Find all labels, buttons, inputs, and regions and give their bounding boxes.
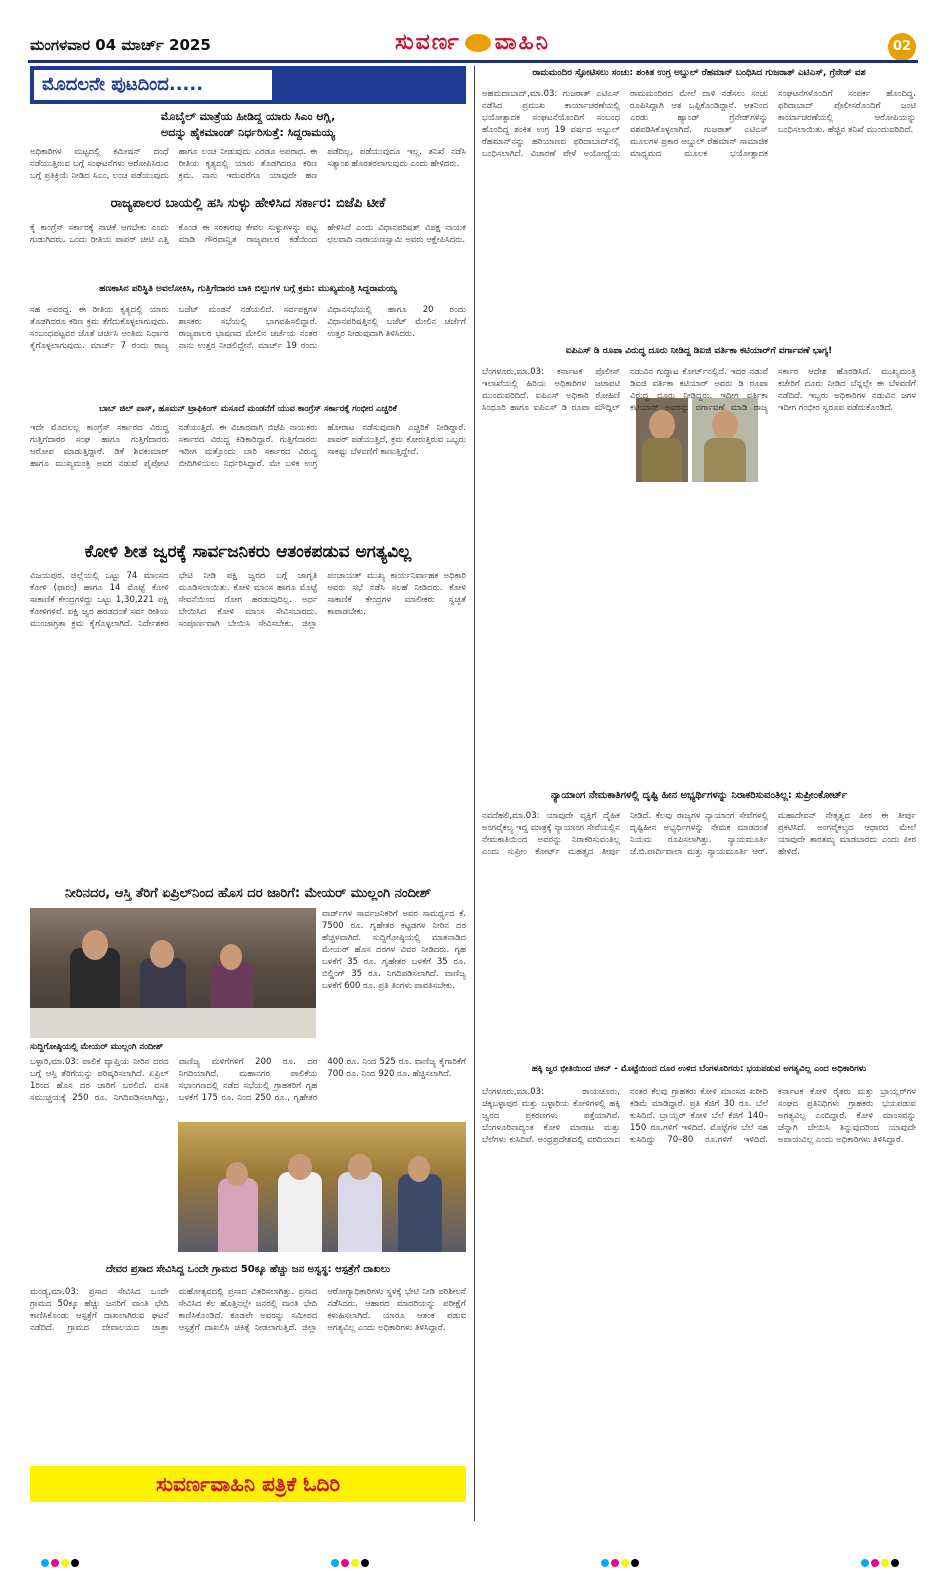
print-marks-center-right bbox=[600, 1552, 640, 1571]
masthead-left: ಸುವರ್ಣ bbox=[394, 30, 461, 55]
a2-title: ರಾಜ್ಯಪಾಲರ ಬಾಯಲ್ಲಿ ಹಸಿ ಸುಳ್ಳು ಹೇಳಿಸಿದ ಸರ್ಕಾರ: ಬಿಜೆಪಿ ಟೀಕೆ bbox=[110, 196, 386, 211]
print-marks-left bbox=[40, 1552, 80, 1571]
print-marks-right bbox=[860, 1552, 900, 1571]
r2-title: ಐಪಿಎಸ್ ಡಿ ರೂಪಾ ವಿರುದ್ಧ ದೂರು ನೀಡಿದ್ದ ಡಿಐಜಿ ವರ್ತಿಕಾ ಕಟಿಯಾರ್‌ಗೆ ವರ್ಗಾವಣೆ ಭಾಗ್ಯ! bbox=[565, 346, 833, 356]
section-banner bbox=[30, 66, 466, 104]
a6-title: ನೀರಿನದರ, ಆಸ್ತಿ ತೆರಿಗೆ ಏಪ್ರಿಲ್‌ನಿಂದ ಹೊಸ ದರ ಜಾರಿಗೆ: ಮೇಯರ್ ಮುಲ್ಲಂಗಿ ನಂದೀಶ್ bbox=[64, 886, 432, 901]
a2-body: ಕೈ ಕಾಂಗ್ರೆಸ್ ಸರ್ಕಾರಕ್ಕೆ ನಾಚಿಕೆ ಆಗಬೇಕು ಎಂದು ಗುಡುಗಿದರು. ಒಂದು ರೀತಿಯ ಪಾಪರ್ ಚೀಟಿ ಎತ್ತಿ ಕೊಂಡ ಈ ಸರಕಾರವು ಕೇವಲ ಸುಳ್ಳುಗಳನ್ನು ಪಟ್ಟ ಮಾಡಿ ಗೌರವಾನ್ವಿತ ರಾಜ್ಯಪಾಲರ ಕಡೆಯಿಂದ ಹೇಳಿಸಿದೆ ಎಂದು ವಿಧಾನಪರಿಷತ್ ವಿಪಕ್ಷ ನಾಯಕ ಛಲವಾದಿ ನಾರಾಯಣಸ್ವಾಮಿ ಅವರು ಆಕ್ಷೇಪಿಸಿದರು. bbox=[30, 223, 466, 245]
r4-body: ಬೆಂಗಳೂರು,ಮಾ.03: ರಾಯಚೂರು, ಚಿಕ್ಕಬಳ್ಳಾಪುರ ಮತ್ತು ಬಳ್ಳಾರಿಯ ಕೋಳಿಗಳಲ್ಲಿ ಹಕ್ಕಿ ಜ್ವರದ ಪ್ರಕರಣಗಳು ಪತ್ತೆಯಾಗಿವೆ. ಬೆಂಗಳೂರಿನಾದ್ಯಂತ ಕೋಳಿ ಮಾರಾಟ ಮತ್ತು ಬೆಲೆಗಳು ಕುಸಿದಿವೆ. ಅಂಧ್ರಪ್ರದೇಶದಲ್ಲಿ ವರದಿಯಾದ ನಂತರ ಕೆಲವು ಗ್ರಾಹಕರು ಕೋಳಿ ಮಾಂಸದ ಖರೀದಿ ಕಡಿಮೆ ಮಾಡಿದ್ದಾರೆ. ಪ್ರತಿ ಕೆಜಿಗೆ 30 ರೂ. ಬೆಲೆ ಕುಸಿದಿದೆ. ಬ್ರಾಯ್ಲರ್ ಕೋಳಿ ಬೆಲೆ ಕೆಜಿಗೆ 140–150 ರೂ.ಗಳಿಗೆ ಇಳಿದಿದೆ. ಮೊಟ್ಟೆಗಳ ಬೆಲೆ ಸಹ ಕುಸಿದಿದ್ದು 70–80 ರೂ.ಗಳಿಗೆ ಇಳಿದಿದೆ. ಕರ್ನಾಟಕ ಕೋಳಿ ರೈತರು ಮತ್ತು ಬ್ರಾಯ್ಲರ್‌ಗಳ ಸಂಘದ ಪ್ರತಿನಿಧಿಗಳು ಗ್ರಾಹಕರು ಭಯಪಡುವ ಅಗತ್ಯವಿಲ್ಲ ಎಂದಿದ್ದಾರೆ. ಕೋಳಿ ಮಾಂಸವನ್ನು ಚೆನ್ನಾಗಿ ಬೇಯಿಸಿ ತಿನ್ನುವುದರಿಂದ ಯಾವುದೇ ಅಪಾಯವಿಲ್ಲ ಎಂದು ಅಧಿಕಾರಿಗಳು ತಿಳಿಸಿದ್ದಾರೆ. bbox=[482, 1087, 916, 1145]
header-rule bbox=[28, 60, 918, 63]
a1-body: ಅಧಿಕಾರಿಗಳ ಮಟ್ಟದಲ್ಲಿ ಕಮೀಷನ್ ದಂಧೆ ನಡೆಯುತ್ತಿರುವ ಬಗ್ಗೆ ಸಂಘಟನೆಗಳು ಆರೋಪಿಸಿರುವ ಬಗ್ಗೆ ಪ್ರತಿಕ್ರಿಯೆ ನೀಡಿದ ಸಿಎಂ, ಲಂಚ ಪಡೆಯುವುದು ಹಾಗೂ ಲಂಚ ನೀಡುವುದು ಎರಡೂ ಅಪರಾಧ. ಈ ರೀತಿಯ ಕೃತ್ಯದಲ್ಲಿ ಯಾರು ತೊಡಗಿದರೂ ಕಠಿಣ ಕ್ರಮ. ನಾನು ಇದುವರೆಗೂ ಯಾವುದೇ ಹಣ ಪಡೆದಿಲ್ಲ, ಪಡೆಯುವುದೂ ಇಲ್ಲ. ತನಿಖೆ ನಡೆಸಿ ಸತ್ಯಾಂಶ ಹೊರತರಲಾಗುವುದು ಎಂದು ಹೇಳಿದರು. bbox=[30, 147, 466, 181]
r2-body: ಬೆಂಗಳೂರು,ಮಾ.03: ಕರ್ನಾಟಕ ಪೊಲೀಸ್ ಇಲಾಖೆಯಲ್ಲಿ ಹಿರಿಯ ಅಧಿಕಾರಿಗಳ ಜಟಾಪಟಿ ಮುಂದುವರಿದಿದೆ. ಐಪಿಎಸ್ ಅಧಿಕಾರಿ ರೋಹಿಣಿ ಸಿಂಧೂರಿ ಹಾಗೂ ಐಪಿಎಸ್ ಡಿ ರೂಪಾ ಮೌದ್ಗಿಲ್ ನಡುವಿನ ಗುದ್ದಾಟ ಕೋರ್ಟ್‌ನಲ್ಲಿದೆ. ಇದರ ನಡುವೆ ಡಿಐಜಿ ವರ್ತಿಕಾ ಕಟಿಯಾರ್ ಅವರು ಡಿ ರೂಪಾ ವಿರುದ್ಧ ದೂರು ನೀಡಿದ್ದರು. ಇದೀಗ ವರ್ತಿಕಾ ಕಟಿಯಾರ್ ಅವರನ್ನು ವರ್ಗಾವಣೆ ಮಾಡಿ ರಾಜ್ಯ ಸರ್ಕಾರ ಆದೇಶ ಹೊರಡಿಸಿದೆ. ಮುಖ್ಯಮಂತ್ರಿ ಕಚೇರಿಗೆ ದೂರು ನೀಡಿದ ಬೆನ್ನಲ್ಲೇ ಈ ಬೆಳವಣಿಗೆ ನಡೆದಿದೆ. ಇಬ್ಬರು ಅಧಿಕಾರಿಗಳ ನಡುವಿನ ಜಗಳ ಇದೀಗ ಗಂಭೀರ ಸ್ವರೂಪ ಪಡೆದುಕೊಂಡಿದೆ. bbox=[482, 367, 916, 413]
a6-caption: ಸುದ್ದಿಗೋಷ್ಠಿಯಲ್ಲಿ ಮೇಯರ್ ಮುಲ್ಲಂಗಿ ನಂದೀಶ್ bbox=[30, 1042, 164, 1052]
a1-subtitle: ಅದನ್ನು ಹೈಕಮಾಂಡ್ ನಿರ್ಧರಿಸುತ್ತೆ: ಸಿದ್ದರಾಮಯ್ಯ bbox=[161, 126, 335, 139]
a6-photo bbox=[30, 908, 316, 1038]
r4-title: ಹಕ್ಕಿ ಜ್ವರ ಭೀತಿಯಿಂದ ಚಿಕನ್ - ಮೊಟ್ಟೆಯಿಂದ ದೂರ ಉಳಿದ ಬೆಂಗಳೂರಿಗರು: ಭಯಪಡುವ ಅಗತ್ಯವಿಲ್ಲ ಎಂದ ಅಧಿಕಾರಿಗಳು bbox=[531, 1064, 867, 1074]
a4-body: ಇದೇ ಮೊದಲಲ್ಲ ಕಾಂಗ್ರೆಸ್ ಸರ್ಕಾರದ ವಿರುದ್ಧ ಗುತ್ತಿಗೆದಾರರ ಸಂಘ ಹಾಗೂ ಗುತ್ತಿಗೆದಾರರು ಆರೋಪ ಮಾಡುತ್ತಿದ್ದಾರೆ. ಡಿಕೆ ಶಿವಕುಮಾರ್ ಹಾಗೂ ಮುಖ್ಯಮಂತ್ರಿ ಅವರ ನಡುವೆ ಪೈಪೋಟಿ ನಡೆಯುತ್ತಿದೆ. ಈ ವಿಚಾರವಾಗಿ ಬಿಜೆಪಿ ನಾಯಕರು ಸರ್ಕಾರದ ವಿರುದ್ಧ ಕಿಡಿಕಾರಿದ್ದಾರೆ. ಗುತ್ತಿಗೆದಾರರು ಇದೀಗ ಮತ್ತೊಂದು ಬಾರಿ ಸರ್ಕಾರದ ವಿರುದ್ಧ ಬೀದಿಗಿಳಿಯಲು ನಿರ್ಧರಿಸಿದ್ದಾರೆ. ಮೇ ಬಳಿಕ ಉಗ್ರ ಹೋರಾಟ ನಡೆಸುವುದಾಗಿ ಎಚ್ಚರಿಕೆ ನೀಡಿದ್ದಾರೆ. ಪಾಪರ್ ಪಡೆಯುತ್ತಿದೆ, ಕ್ರಮ ಕೋರುತ್ತಿರುವ ಒಬ್ಬರು ಸಾಕಷ್ಟು ಬೆಳವಣಿಗೆ ಕಾಣುತ್ತಿದ್ದೇವೆ. bbox=[30, 423, 466, 469]
column-divider bbox=[474, 66, 475, 1521]
print-marks-center-left bbox=[330, 1552, 370, 1571]
subscribe-banner: ಸುವರ್ಣವಾಹಿನಿ ಪತ್ರಿಕೆ ಓದಿರಿ bbox=[30, 1466, 466, 1502]
r3-body: ನವದೆಹಲಿ,ಮಾ.03: ಯಾವುದೇ ವ್ಯಕ್ತಿಗೆ ದೈಹಿಕ ಅಂಗವೈಕಲ್ಯ ಇದ್ದ ಮಾತ್ರಕ್ಕೆ ನ್ಯಾಯಾಂಗ ಸೇವೆಯಲ್ಲಿನ ನೇಮಕಾತಿಯಿಂದ ಅವರನ್ನು ನಿರಾಕರಿಸುವಂತಿಲ್ಲ ಎಂದು ಸುಪ್ರೀಂ ಕೋರ್ಟ್ ಮಹತ್ವದ ತೀರ್ಪು ನೀಡಿದೆ. ಕೆಲವು ರಾಜ್ಯಗಳ ನ್ಯಾಯಾಂಗ ಸೇವೆಗಳಲ್ಲಿ ದೃಷ್ಟಿಹೀನ ಅಭ್ಯರ್ಥಿಗಳನ್ನು ನೇಮಕ ಮಾಡದಂತೆ ನಿಯಮ ರೂಪಿಸಲಾಗಿತ್ತು. ನ್ಯಾಯಮೂರ್ತಿ ಜೆ.ಬಿ.ಪಾರ್ದಿವಾಲಾ ಮತ್ತು ನ್ಯಾಯಮೂರ್ತಿ ಆರ್. ಮಹಾದೇವನ್ ನೇತೃತ್ವದ ಪೀಠ ಈ ತೀರ್ಪು ಪ್ರಕಟಿಸಿದೆ. ಅಂಗವೈಕಲ್ಯದ ಆಧಾರದ ಮೇಲೆ ಯಾವುದೇ ತಾರತಮ್ಯ ಮಾಡಬಾರದು ಎಂದು ಪೀಠ ಹೇಳಿದೆ. bbox=[482, 811, 916, 857]
a1-title: ಮೊಬೈಲ್ ಮಾತ್ರೆಯ ಹೀಡಿದ್ದ ಯಾರು ಸಿಎಂ ಆಗ್ಲಿ, bbox=[160, 110, 336, 123]
masthead-right: ವಾಹಿನಿ bbox=[494, 30, 551, 55]
a4-title: ಬಾಬ್ ಜಿಲ್ ಪಾಸ್, ಹೂಮನ್ ಟ್ರಾಫಿಕಿಂಗ್ ಮಸೂದೆ ಮಂಡನೆಗೆ ಯುವ ಕಾಂಗ್ರೆಸ್ ಸರ್ಕಾರಕ್ಕೆ ಗಂಭೀರ ಎಚ್ಚರಿಕೆ bbox=[99, 404, 397, 414]
a6-body2: ಬಳ್ಳಾರಿ,ಮಾ.03: ಪಾಲಿಕೆ ವ್ಯಾಪ್ತಿಯ ನೀರಿನ ದರದ ಬಗ್ಗೆ ಆಸ್ತಿ ತೆರಿಗೆಯನ್ನು ಪರಿಷ್ಕರಿಸಲಾಗಿದೆ. ಏಪ್ರಿಲ್ 1ರಿಂದ ಹೊಸ ದರ ಜಾರಿಗೆ ಬರಲಿದೆ. ವಸತಿ ಸಮುಚ್ಚಯಕ್ಕೆ 250 ರೂ. ನಿಗದಿಪಡಿಸಲಾಗಿದ್ದು, ವಾಣಿಜ್ಯ ಮಳಿಗೆಗಳಿಗೆ 200 ರೂ. ದರ ನಿಗದಿಯಾಗಿದೆ. ಮಹಾನಗರ ಪಾಲಿಕೆಯ ಸಭಾಂಗಣದಲ್ಲಿ ನಡೆದ ಸಭೆಯಲ್ಲಿ ಗ್ರಾಹಕರಿಗೆ ಗೃಹ ಬಳಕೆಗೆ 175 ರೂ. ನಿಂದ 250 ರೂ., ಗೃಹೇತರ 400 ರೂ. ನಿಂದ 525 ರೂ. ವಾಣಿಜ್ಯ ಕೈಗಾರಿಕೆಗೆ 700 ರೂ. ನಿಂದ 920 ರೂ. ಹೆಚ್ಚಿಸಲಾಗಿದೆ. bbox=[30, 1057, 466, 1103]
section-banner-label: ಮೊದಲನೇ ಪುಟದಿಂದ..... bbox=[34, 70, 272, 100]
edition-date: ಮಂಗಳವಾರ 04 ಮಾರ್ಚ್ 2025 bbox=[30, 36, 211, 54]
a7-body: ಮಂಡ್ಯ,ಮಾ.03: ಪ್ರಸಾದ ಸೇವಿಸಿದ ಒಂದೇ ಗ್ರಾಮದ 50ಕ್ಕೂ ಹೆಚ್ಚು ಜನರಿಗೆ ವಾಂತಿ ಭೇದಿ ಕಾಣಿಸಿಕೊಂಡು ಆಸ್ಪತ್ರೆಗೆ ದಾಖಲಾಗಿರುವ ಘಟನೆ ನಡೆದಿದೆ. ಗ್ರಾಮದ ದೇವಾಲಯದ ಜಾತ್ರಾ ಮಹೋತ್ಸವದಲ್ಲಿ ಪ್ರಸಾದ ವಿತರಿಸಲಾಗಿತ್ತು. ಪ್ರಸಾದ ಸೇವಿಸಿದ ಕೆಲ ಹೊತ್ತಿನಲ್ಲೇ ಜನರಲ್ಲಿ ವಾಂತಿ ಭೇದಿ ಕಾಣಿಸಿಕೊಂಡಿದೆ. ಕೂಡಲೇ ಅವರನ್ನು ಸಮೀಪದ ಆಸ್ಪತ್ರೆಗೆ ದಾಖಲಿಸಿ ಚಿಕಿತ್ಸೆ ನೀಡಲಾಗುತ್ತಿದೆ. ಜಿಲ್ಲಾ ಆರೋಗ್ಯಾಧಿಕಾರಿಗಳು ಸ್ಥಳಕ್ಕೆ ಭೇಟಿ ನೀಡಿ ಪರಿಶೀಲನೆ ನಡೆಸಿದರು. ಆಹಾರದ ಮಾದರಿಯನ್ನು ಪರೀಕ್ಷೆಗೆ ಕಳುಹಿಸಲಾಗಿದೆ. ಯಾರೂ ಆತಂಕ ಪಡುವ ಅಗತ್ಯವಿಲ್ಲ ಎಂದು ಅಧಿಕಾರಿಗಳು ತಿಳಿಸಿದ್ದಾರೆ. bbox=[30, 1287, 466, 1333]
a6-photo-2 bbox=[178, 1122, 466, 1252]
r1-title: ರಾಮಮಂದಿರ ಸ್ಫೋಟಿಸಲು ಸಂಚು: ಶಂಕಿತ ಉಗ್ರ ಅಬ್ದುಲ್ ರೆಹಮಾನ್ ಬಂಧಿಸಿದ ಗುಜರಾತ್ ಎಟಿಎಸ್, ಗ್ರೆನೇಡ್ ವಶ bbox=[532, 68, 866, 78]
a3-title: ಹಣಕಾಸಿನ ಪರಿಸ್ಥಿತಿ ಅವಲೋಕಿಸಿ, ಗುತ್ತಿಗೆದಾರರ ಬಾಕಿ ಬಿಲ್ಲುಗಳ ಬಗ್ಗೆ ಕ್ರಮ: ಮುಖ್ಯಮಂತ್ರಿ ಸಿದ್ದರಾಮಯ್ಯ bbox=[99, 284, 397, 294]
a5-body: ವಿಜಯಪುರ. ಜಿಲ್ಲೆಯಲ್ಲಿ ಒಟ್ಟು 74 ಮಾಂಸದ ಕೋಳಿ (ಫಾರಂ) ಹಾಗೂ 14 ಮೊಟ್ಟೆ ಕೋಳಿ ಸಾಕಾಣಿಕೆ ಕೇಂದ್ರಗಳಿದ್ದು ಒಟ್ಟು 1,30,221 ಪಕ್ಷಿ ಕೋಳಿಗಳಿವೆ. ಪಕ್ಷಿ ಜ್ವರ ಹರಡದಂತೆ ಸರ್ವ ರೀತಿಯ ಮುಂಜಾಗ್ರತಾ ಕ್ರಮ ಕೈಗೊಳ್ಳಲಾಗಿದೆ. ನಿರ್ದೇಶಕರ ಭೇಟಿ ನೀಡಿ ಪಕ್ಷಿ ಜ್ವರದ ಬಗ್ಗೆ ಜಾಗೃತಿ ಮೂಡಿಸಲಾಯಿತು. ಕೋಳಿ ಮಾಂಸ ಹಾಗೂ ಮೊಟ್ಟೆ ಸೇವನೆಯಿಂದ ರೋಗ ಹರಡುವುದಿಲ್ಲ. ಅರ್ಧ ಬೇಯಿಸಿದ ಕೋಳಿ ಮಾಂಸ ಸೇವಿಸಬಾರದು. ಸಂಪೂರ್ಣವಾಗಿ ಬೇಯಿಸಿ ಸೇವಿಸಬೇಕು. ಜಿಲ್ಲಾ ಪಂಚಾಯತ್ ಮುಖ್ಯ ಕಾರ್ಯನಿರ್ವಾಹಕ ಅಧಿಕಾರಿ ಅವರು ಸಭೆ ನಡೆಸಿ ಸಲಹೆ ನೀಡಿದರು. ಕೋಳಿ ಸಾಕಾಣಿಕೆ ಕೇಂದ್ರಗಳ ಮಾಲೀಕರು ಸ್ವಚ್ಛತೆ ಕಾಪಾಡಬೇಕು. bbox=[30, 571, 466, 629]
r3-title: ನ್ಯಾಯಾಂಗ ನೇಮಕಾತಿಗಳಲ್ಲಿ ದೃಷ್ಟಿ ಹೀನ ಅಭ್ಯರ್ಥಿಗಳನ್ನು ನಿರಾಕರಿಸುವಂತಿಲ್ಲ: ಸುಪ್ರೀಂಕೋರ್ಟ್ bbox=[550, 790, 848, 801]
masthead bbox=[0, 30, 945, 55]
a5-title: ಕೋಳಿ ಶೀತ ಜ್ವರಕ್ಕೆ ಸಾರ್ವಜನಿಕರು ಆತಂಕಪಡುವ ಅಗತ್ಯವಿಲ್ಲ bbox=[84, 542, 412, 562]
r1-body: ಅಹಮದಾಬಾದ್,ಮಾ.03: ಗುಜರಾತ್ ಎಟಿಎಸ್ ನಡೆಸಿದ ಪ್ರಮುಖ ಕಾರ್ಯಾಚರಣೆಯಲ್ಲಿ ಭಯೋತ್ಪಾದಕ ಸಂಘಟನೆಯೊಂದಿಗೆ ಸಂಬಂಧ ಹೊಂದಿದ್ದ ಶಂಕಿತ ಉಗ್ರ 19 ವರ್ಷದ ಅಬ್ದುಲ್ ರೆಹಮಾನ್‌ನನ್ನು ಹರಿಯಾಣದ ಫರಿದಾಬಾದ್‌ನಲ್ಲಿ ಬಂಧಿಸಲಾಗಿದೆ. ವಿಚಾರಣೆ ವೇಳೆ ಅಯೋಧ್ಯೆಯ ರಾಮಮಂದಿರದ ಮೇಲೆ ದಾಳಿ ನಡೆಸಲು ಸಂಚು ರೂಪಿಸಿದ್ದಾಗಿ ಆತ ಒಪ್ಪಿಕೊಂಡಿದ್ದಾನೆ. ಆತನಿಂದ ಎರಡು ಹ್ಯಾಂಡ್ ಗ್ರೆನೇಡ್‌ಗಳನ್ನು ವಶಪಡಿಸಿಕೊಳ್ಳಲಾಗಿದೆ. ಗುಜರಾತ್ ಎಟಿಎಸ್ ಮೂಲಗಳ ಪ್ರಕಾರ ಅಬ್ದುಲ್ ರೆಹಮಾನ್ ಸಾಮಾಜಿಕ ಮಾಧ್ಯಮದ ಮೂಲಕ ಭಯೋತ್ಪಾದಕ ಸಂಘಟನೆಗಳೊಂದಿಗೆ ಸಂಪರ್ಕ ಹೊಂದಿದ್ದ. ಫರಿದಾಬಾದ್ ಪೊಲೀಸರೊಂದಿಗೆ ಜಂಟಿ ಕಾರ್ಯಾಚರಣೆಯಲ್ಲಿ ಆರೋಪಿಯನ್ನು ಬಂಧಿಸಲಾಯಿತು. ಹೆಚ್ಚಿನ ತನಿಖೆ ಮುಂದುವರಿದಿದೆ. bbox=[482, 89, 916, 159]
masthead-logo-icon bbox=[465, 34, 491, 52]
a7-title: ದೇವರ ಪ್ರಸಾದ ಸೇವಿಸಿದ್ದ ಒಂದೇ ಗ್ರಾಮದ 50ಕ್ಕೂ ಹೆಚ್ಚು ಜನ ಅಸ್ವಸ್ಥ: ಆಸ್ಪತ್ರೆಗೆ ದಾಖಲು bbox=[105, 1264, 391, 1275]
page-number: 02 bbox=[888, 33, 916, 61]
a3-body: ಸಹ ಅವರದ್ದ. ಈ ರೀತಿಯ ಕೃತ್ಯದಲ್ಲಿ ಯಾರು ತೊಡಗಿದರೂ ಕಠಿಣ ಕ್ರಮ ತೆಗೆದುಕೊಳ್ಳಲಾಗುವುದು. ಸಂಬಂಧಪಟ್ಟವರ ಜೊತೆ ಚರ್ಚಿಸಿ ಅಂತಿಮ ನಿರ್ಧಾರ ಕೈಗೊಳ್ಳಲಾಗುವುದು. ಮಾರ್ಚ್ 7 ರಂದು ರಾಜ್ಯ ಬಜೆಟ್ ಮಂಡನೆ ನಡೆಯಲಿದೆ. ಸರ್ವಪಕ್ಷಗಳ ಶಾಸಕರು ಸಭೆಯಲ್ಲಿ ಭಾಗವಹಿಸಲಿದ್ದಾರೆ. ರಾಜ್ಯಪಾಲರ ಭಾಷಣದ ಮೇಲಿನ ಚರ್ಚೆಯ ನಂತರ ನಾನು ಉತ್ತರ ನೀಡಲಿದ್ದೇನೆ. ಮಾರ್ಚ್ 19 ರಂದು ವಿಧಾನಸಭೆಯಲ್ಲಿ ಹಾಗೂ 20 ರಂದು ವಿಧಾನಪರಿಷತ್ತಿನಲ್ಲಿ ಬಜೆಟ್ ಮೇಲಿನ ಚರ್ಚೆಗೆ ಉತ್ತರ ನೀಡುವುದಾಗಿ ತಿಳಿಸಿದರು. bbox=[30, 305, 466, 351]
a6-body: ವಾರ್ಡ್‌ಗಳ ಸಾರ್ವಜನಿಕರಿಗೆ ಅವರ ಸಾಮರ್ಥ್ಯದ ಕೆ. 7500 ರೂ. ಗೃಹೇತರ ಕಟ್ಟಡಗಳ ನೀರಿನ ದರ ಹೆಚ್ಚಳವಾಗಿದೆ. ಸುದ್ದಿಗೋಷ್ಠಿಯಲ್ಲಿ ಮಾತನಾಡಿದ ಮೇಯರ್ ಹೊಸ ದರಗಳ ವಿವರ ನೀಡಿದರು. ಗೃಹ ಬಳಕೆಗೆ 35 ರೂ. ಗೃಹೇತರ ಬಳಕೆಗೆ 35 ರೂ. ಬಿಲ್ಡಿಂಗ್ 35 ರೂ. ನಿಗದಿಪಡಿಸಲಾಗಿದೆ. ವಾಣಿಜ್ಯ ಬಳಕೆಗೆ 600 ರೂ. ಪ್ರತಿ ತಿಂಗಳು ಪಾವತಿಸಬೇಕು. bbox=[322, 909, 466, 991]
